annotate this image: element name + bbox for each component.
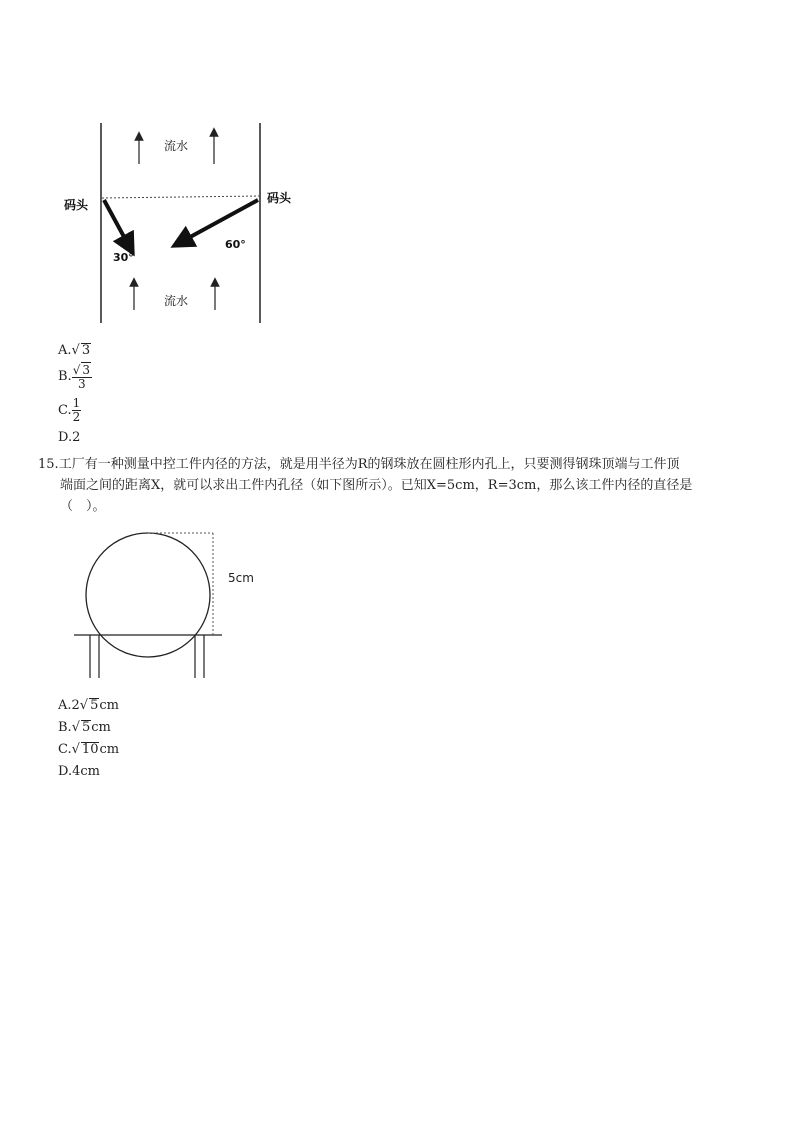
flow-label-bottom: 流水 — [164, 294, 189, 308]
boat-direction-arrow-right — [181, 200, 258, 242]
option-a: A.2√ 5cm — [58, 698, 119, 713]
distance-label: 5cm — [228, 571, 254, 585]
river-figure — [60, 118, 300, 328]
question-15-text — [38, 454, 758, 517]
question-line: 工厂有一种测量中控工件内径的方法，就是用半径为R的钢珠放在圆柱形内孔上，只要测得钢珠顶端与工件顶 — [58, 457, 680, 472]
angle-label-left: 30° — [113, 251, 134, 264]
option-c: C.√ 10cm — [58, 742, 120, 757]
question-number: 15. — [38, 457, 59, 472]
option-c: C. $\frac{1}{2}$ — [58, 396, 81, 424]
ball-figure — [70, 528, 270, 680]
option-d: D.2 — [58, 430, 81, 445]
dock-label-left: 码头 — [64, 198, 89, 212]
fraction: $\frac{1}{2}$ — [72, 396, 81, 424]
option-b: B.√ 5cm — [58, 720, 111, 735]
question-line: （ ）。 — [60, 499, 106, 514]
angle-label-right: 60° — [225, 238, 246, 251]
boat-direction-arrow-left — [104, 200, 129, 246]
option-d: D.4cm — [58, 764, 100, 779]
flow-label-top: 流水 — [164, 139, 189, 153]
dock-dashed-line — [102, 196, 260, 198]
fraction: $\frac{√ 3}{3}$ — [72, 363, 90, 391]
steel-ball — [86, 533, 210, 657]
option-a: A.√ 3 — [58, 343, 91, 358]
question-line: 端面之间的距离X，就可以求出工件内孔径（如下图所示）。已知X=5cm，R=3cm，那么该工件内径的直径是 — [60, 478, 693, 493]
dock-label-right: 码头 — [267, 191, 292, 205]
option-b: B. $\frac{√ 3}{3}$ — [58, 363, 90, 391]
